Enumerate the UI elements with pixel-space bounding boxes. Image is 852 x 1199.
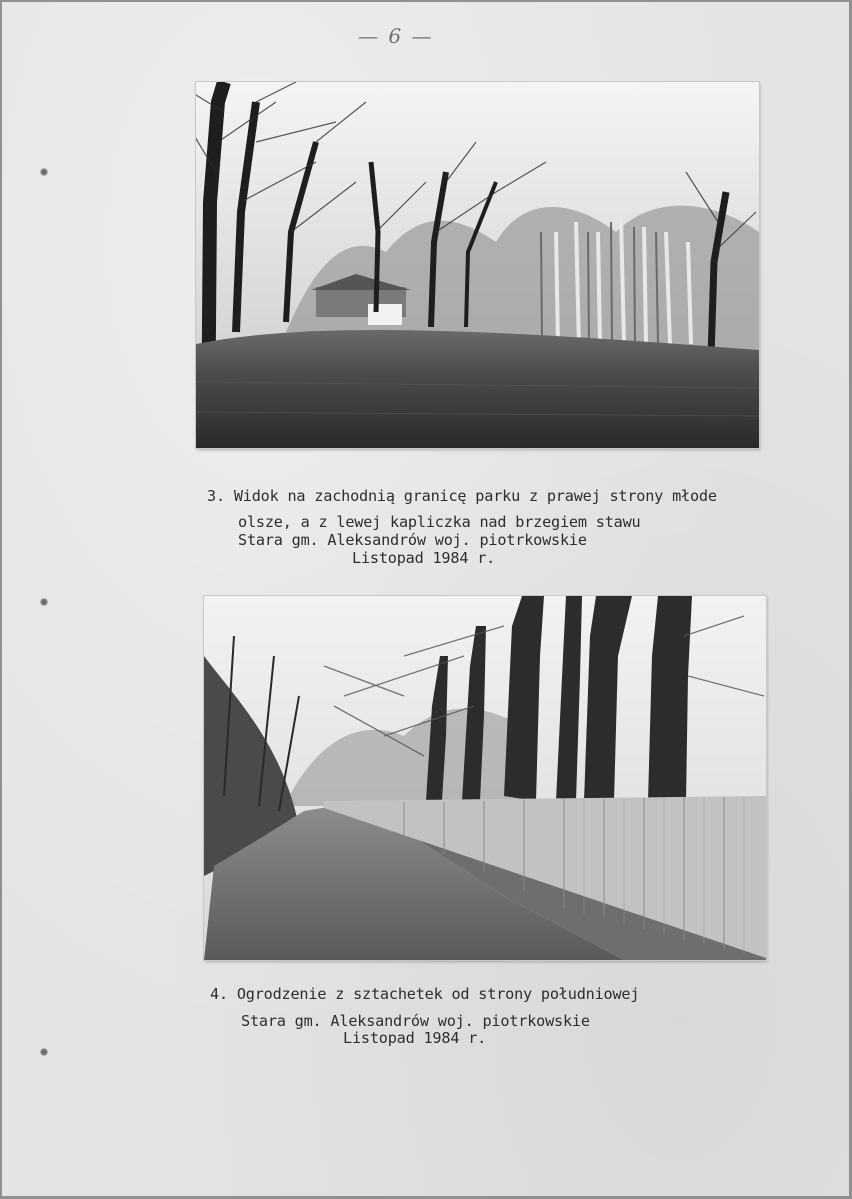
photo3-caption-line3: Stara gm. Aleksandrów woj. piotrkowskie — [238, 531, 587, 549]
photo4-caption-line1: 4. Ogrodzenie z sztachetek od strony południowej — [210, 985, 640, 1003]
punch-hole-mark — [40, 1048, 48, 1056]
photo4-caption-line3: Listopad 1984 r. — [343, 1029, 487, 1047]
photo4-caption-line2: Stara gm. Aleksandrów woj. piotrkowskie — [241, 1012, 590, 1030]
photo-fence-image — [204, 596, 766, 960]
photo3-caption-line4: Listopad 1984 r. — [352, 549, 496, 567]
page-number: — 6 — — [358, 24, 434, 48]
punch-hole-mark — [40, 168, 48, 176]
photo-park-image — [196, 82, 759, 448]
photo-park-western-border — [196, 82, 759, 448]
document-page — [2, 2, 849, 1196]
punch-hole-mark — [40, 598, 48, 606]
photo-picket-fence — [204, 596, 766, 960]
photo3-caption-line1: 3. Widok na zachodnią granicę parku z prawej strony młode — [207, 487, 717, 505]
photo3-caption-line2: olsze, a z lewej kapliczka nad brzegiem stawu — [238, 513, 641, 531]
